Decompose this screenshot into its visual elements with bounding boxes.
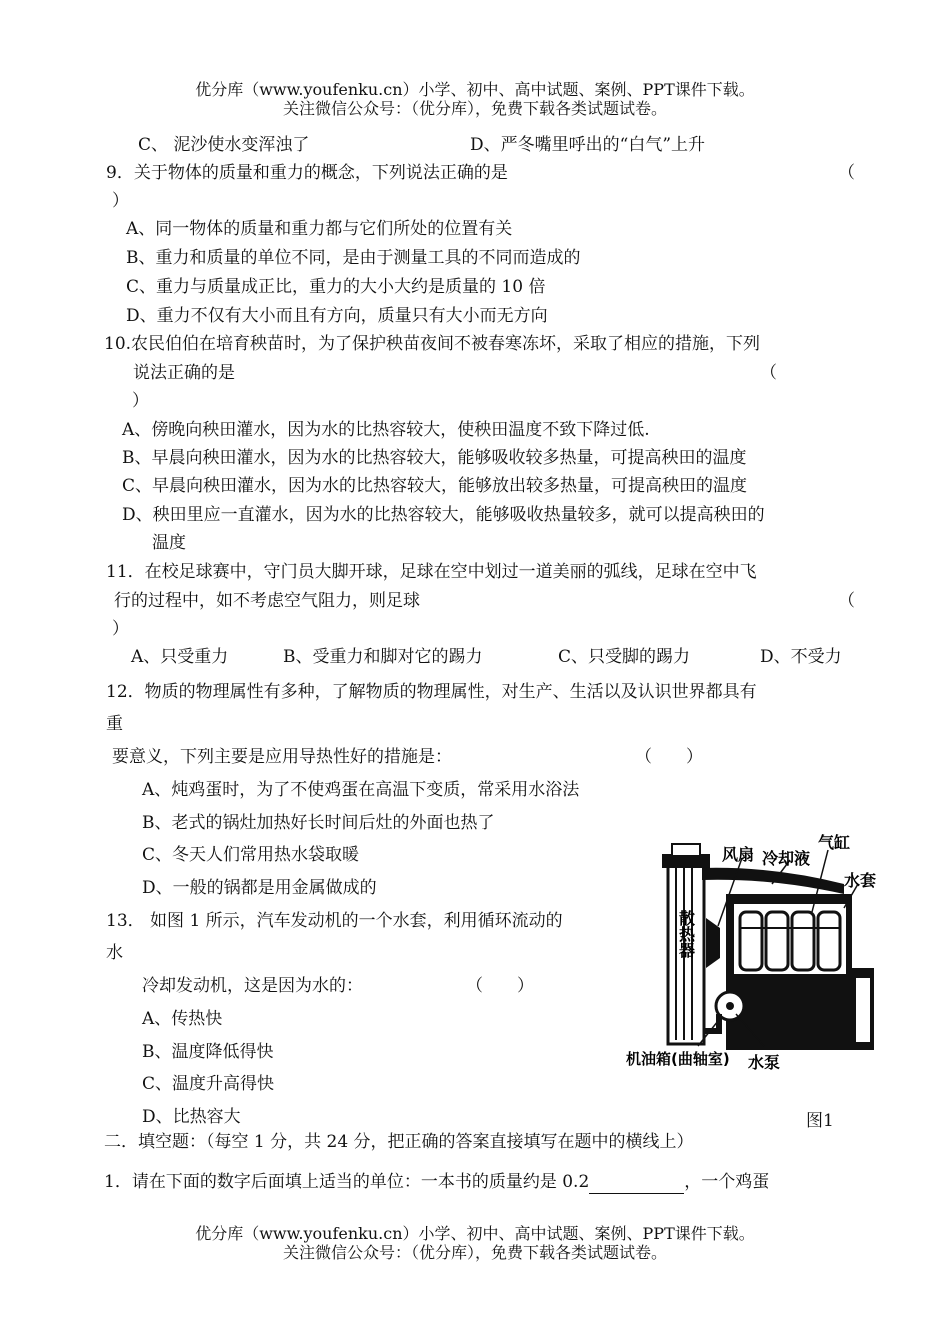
label-cylinder: 气缸: [818, 833, 851, 852]
q12-option-c: C、冬天人们常用热水袋取暖: [142, 845, 360, 865]
q13-paren: （ ）: [466, 976, 534, 996]
q11-paren-close: ）: [112, 619, 129, 639]
q1-text-after: ，一个鸡蛋: [684, 1172, 770, 1192]
label-fan: 风扇: [722, 845, 755, 864]
page-footer: [0, 1224, 950, 1262]
section-2-title: 二．填空题：（每空 1 分，共 24 分，把正确的答案直接填写在题中的横线上）: [104, 1132, 694, 1152]
q9-paren-close: ）: [112, 191, 129, 211]
footer-line-1: 优分库（www.youfenku.cn）小学、初中、高中试题、案例、PPT课件下载。: [195, 1224, 755, 1243]
q11-paren-open: （: [838, 591, 855, 611]
q8-option-c: C、 泥沙使水变浑浊了: [138, 135, 310, 155]
q9-option-c: C、重力与质量成正比，重力的大小大约是质量的 10 倍: [126, 277, 546, 297]
label-coolant: 冷却液: [762, 849, 811, 868]
q10-option-d-1: D、秧田里应一直灌水，因为水的比热容较大，能够吸收热量较多，就可以提高秧田的: [122, 505, 765, 525]
q12-paren: （ ）: [635, 747, 703, 767]
q1-text-before: 1．请在下面的数字后面填上适当的单位：一本书的质量约是 0.2: [104, 1172, 590, 1192]
q11-stem-2: 行的过程中，如不考虑空气阻力，则足球: [114, 591, 420, 611]
engine-cooling-figure: [622, 828, 880, 1078]
q13-stem-1b: 水: [106, 943, 123, 963]
q10-option-a: A、傍晚向秧田灌水，因为水的比热容较大，使秧田温度不致下降过低.: [122, 420, 650, 440]
q10-paren-close: ）: [132, 391, 149, 411]
q12-option-b: B、老式的锅灶加热好长时间后灶的外面也热了: [142, 813, 495, 833]
q10-paren-open: （: [760, 363, 777, 383]
q13-stem-1: 13． 如图 1 所示，汽车发动机的一个水套，利用循环流动的: [106, 911, 563, 931]
q10-stem-2: 说法正确的是: [133, 363, 235, 383]
label-water-jacket: 水套: [844, 871, 877, 890]
footer-line-2: 关注微信公众号：（优分库），免费下载各类试题试卷。: [282, 1243, 667, 1262]
header-line-2: 关注微信公众号：（优分库），免费下载各类试题试卷。: [282, 99, 667, 118]
q10-option-d-2: 温度: [152, 533, 186, 553]
q9-paren-open: （: [838, 163, 855, 183]
page-header: [0, 80, 950, 118]
q1-answer-blank[interactable]: [589, 1175, 684, 1194]
q9-option-a: A、同一物体的质量和重力都与它们所处的位置有关: [126, 219, 513, 239]
q10-option-b: B、早晨向秧田灌水，因为水的比热容较大，能够吸收较多热量，可提高秧田的温度: [122, 448, 747, 468]
label-oil-tank: 机油箱(曲轴室): [626, 1050, 730, 1068]
q12-option-a: A、炖鸡蛋时，为了不使鸡蛋在高温下变质，常采用水浴法: [142, 780, 580, 800]
q8-option-d: D、严冬嘴里呼出的“白气”上升: [470, 135, 706, 155]
q13-option-b: B、温度降低得快: [142, 1042, 274, 1062]
q9-option-d: D、重力不仅有大小而且有方向，质量只有大小而无方向: [126, 306, 548, 326]
q10-stem-1: 10.农民伯伯在培育秧苗时，为了保护秧苗夜间不被春寒冻坏，采取了相应的措施，下列: [104, 334, 761, 354]
q13-stem-2: 冷却发动机，这是因为水的：: [142, 976, 363, 996]
figure-caption: 图1: [806, 1111, 834, 1131]
section-2-q1: [104, 1170, 769, 1194]
q11-option-c: C、只受脚的踢力: [558, 647, 691, 667]
q12-stem-2: 要意义，下列主要是应用导热性好的措施是：: [112, 747, 452, 767]
header-line-1: 优分库（www.youfenku.cn）小学、初中、高中试题、案例、PPT课件下载。: [195, 80, 755, 99]
q11-option-b: B、受重力和脚对它的踢力: [283, 647, 483, 667]
q11-option-d: D、不受力: [760, 647, 842, 667]
q12-option-d: D、一般的锅都是用金属做成的: [142, 878, 377, 898]
label-radiator: 散热器: [676, 910, 696, 958]
q13-option-c: C、温度升高得快: [142, 1074, 275, 1094]
q11-stem-1: 11．在校足球赛中，守门员大脚开球，足球在空中划过一道美丽的弧线，足球在空中飞: [106, 562, 757, 582]
q12-stem-1: 12．物质的物理属性有多种，了解物质的物理属性，对生产、生活以及认识世界都具有: [106, 682, 757, 702]
q13-option-a: A、传热快: [142, 1009, 223, 1029]
q12-stem-1b: 重: [106, 714, 123, 734]
q10-option-c: C、早晨向秧田灌水，因为水的比热容较大，能够放出较多热量，可提高秧田的温度: [122, 476, 748, 496]
label-water-pump: 水泵: [748, 1053, 781, 1072]
q11-option-a: A、只受重力: [131, 647, 229, 667]
q13-option-d: D、比热容大: [142, 1107, 241, 1127]
q9-option-b: B、重力和质量的单位不同，是由于测量工具的不同而造成的: [126, 248, 581, 268]
q9-stem: 9．关于物体的质量和重力的概念，下列说法正确的是: [106, 163, 508, 183]
